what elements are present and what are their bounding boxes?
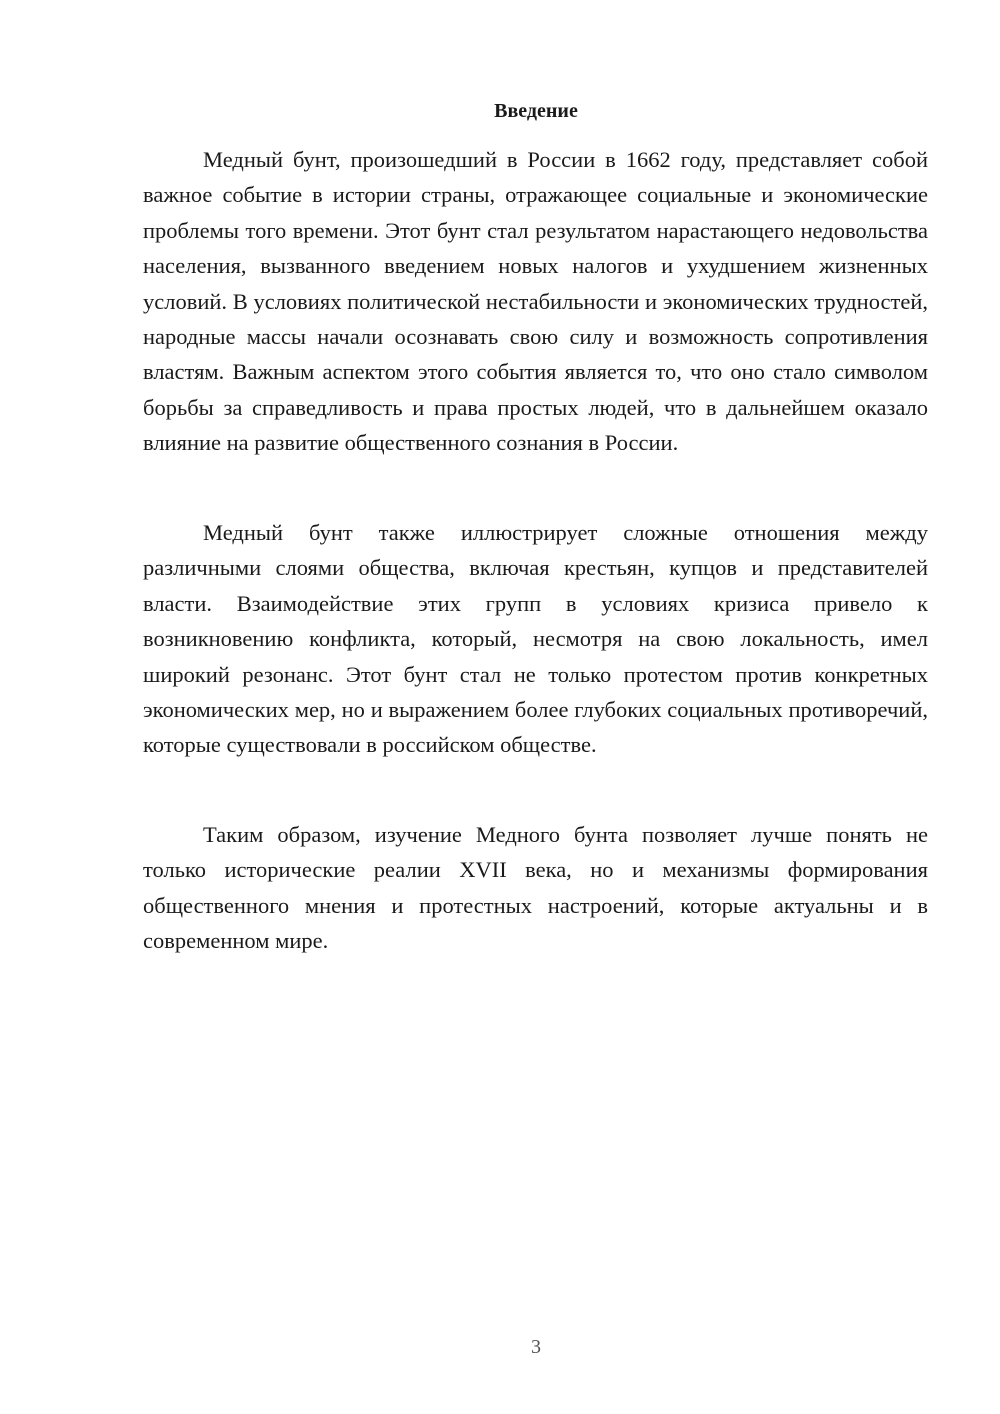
paragraph-1: Медный бунт, произошедший в России в 1662 году, представляет собой важное событие в истории страны, отражающее социальные и экономические проблемы того времени. Этот бунт стал результатом нарастающего недовольства населения, вызванного введением новых налогов и ухудшением жизненных условий. В условиях политической нестабильности и экономических трудностей, народные массы начали осознавать свою силу и возможность сопротивления властям. Важным аспектом этого события является то, что оно стало символом борьбы за справедливость и права простых людей, что в дальнейшем оказало влияние на развитие общественного сознания в России. (143, 147, 928, 456)
section-title: Введение (494, 100, 578, 122)
paragraph-2: Медный бунт также иллюстрирует сложные отношения между различными слоями общества, включая крестьян, купцов и представителей власти. Взаимодействие этих групп в условиях кризиса привело к возникновению конфликта, который, несмотря на свою локальность, имел широкий резонанс. Этот бунт стал не только протестом против конкретных экономических мер, но и выражением более глубоких социальных противоречий, которые существовали в российском обществе. (143, 520, 928, 758)
paragraph-3: Таким образом, изучение Медного бунта позволяет лучше понять не только исторические реалии XVII века, но и механизмы формирования общественного мнения и протестных настроений, которые актуальны и в современном мире. (143, 822, 928, 954)
page-number: 3 (531, 1336, 541, 1358)
